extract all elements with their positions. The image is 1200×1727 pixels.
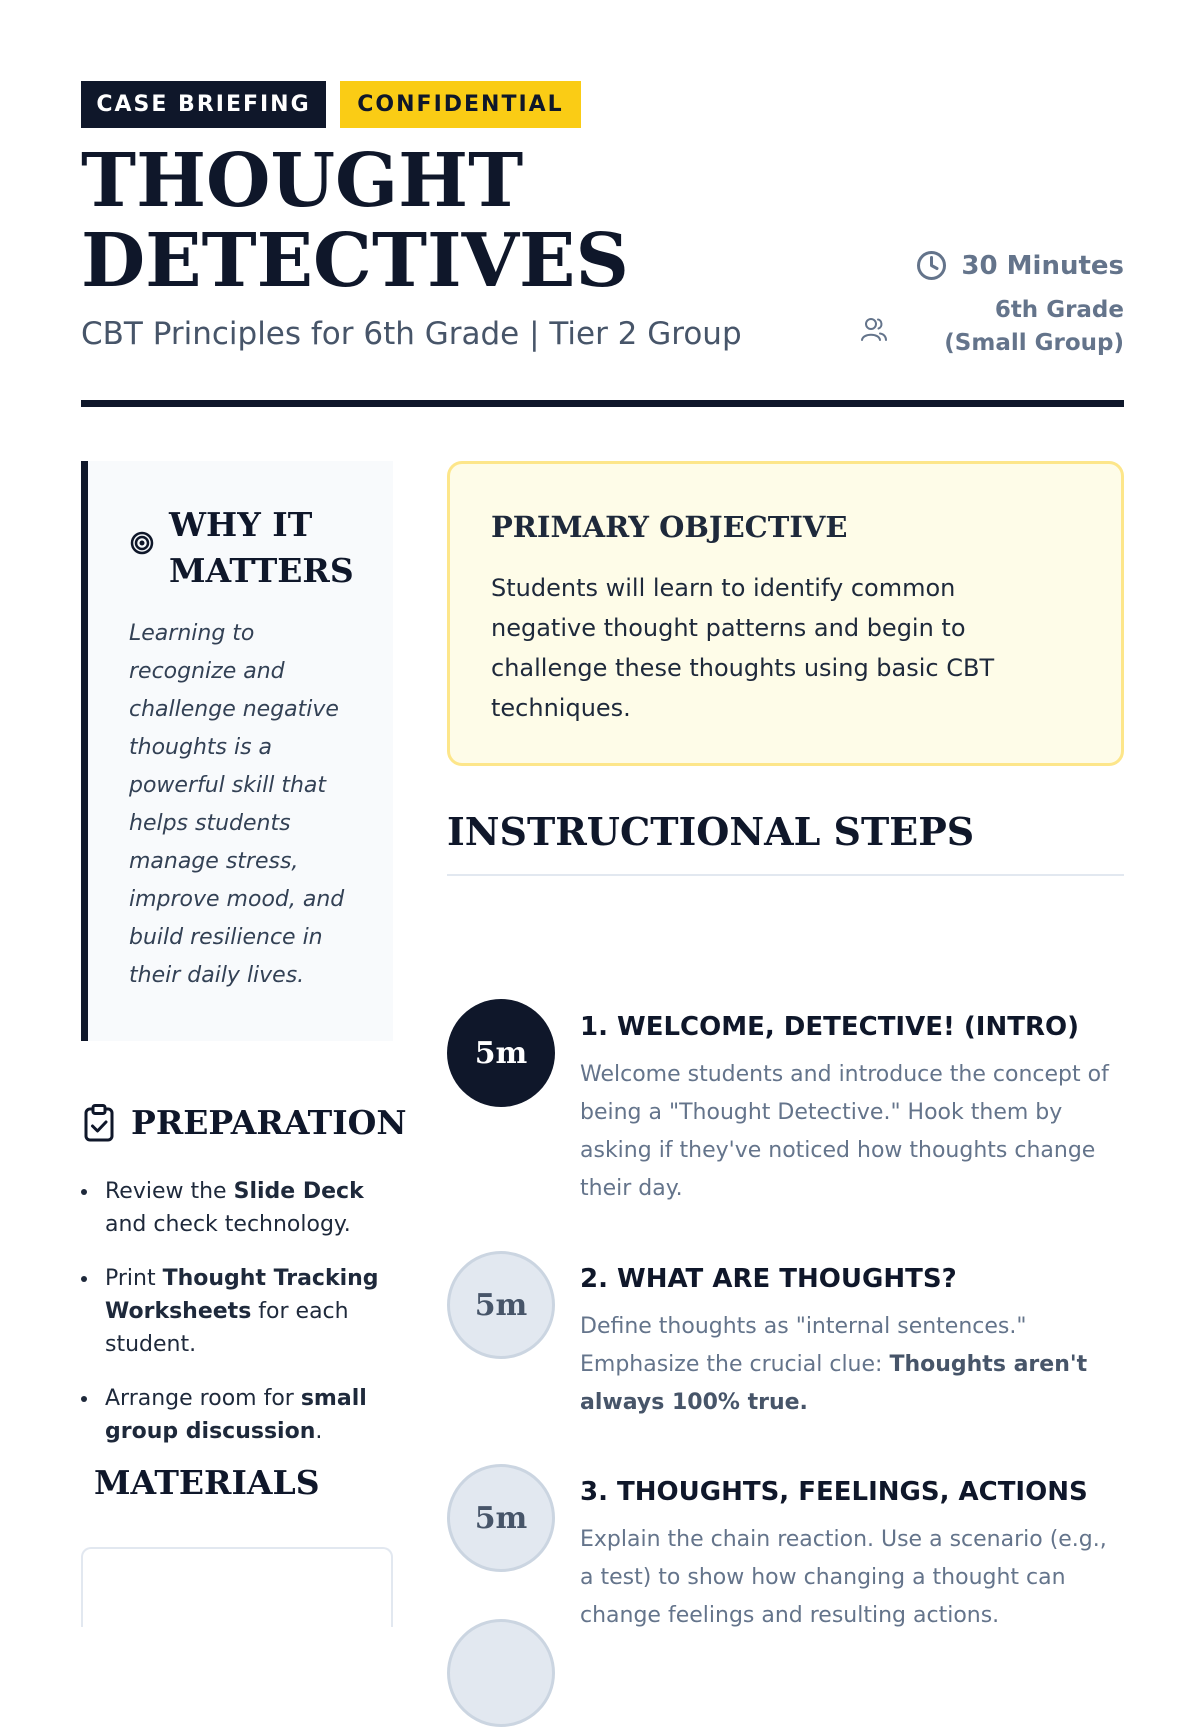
next-step-time-badge-partial (447, 1619, 555, 1727)
preparation-item-3-before: Arrange room for (105, 1386, 301, 1411)
case-briefing-badge: CASE BRIEFING (81, 81, 326, 128)
clipboard-check-icon (81, 1103, 117, 1143)
preparation-item-room (81, 1382, 381, 1448)
objective-text: Students will learn to identify common negative thought patterns and begin to challenge these thoughts using basic CBT techniques. (491, 574, 995, 722)
duration-text: 30 Minutes (961, 250, 1124, 281)
instructional-steps-divider (447, 874, 1124, 876)
materials-title: MATERIALS (94, 1463, 320, 1502)
lesson-sidebar (81, 461, 407, 1502)
step-2-description (580, 1308, 1110, 1422)
why-heading-row (129, 502, 359, 594)
preparation-item-1-before: Review the (105, 1179, 234, 1204)
step-2-description-emphasis: Thoughts aren't always 100% true. (580, 1352, 1088, 1415)
why-description: Learning to recognize and challenge negative thoughts is a powerful skill that helps students manage stress, improve mood, and build resilience in their daily lives. (129, 621, 345, 988)
step-1-title: 1. WELCOME, DETECTIVE! (INTRO) (580, 1012, 1079, 1042)
step-3-time-badge: 5m (447, 1464, 555, 1572)
preparation-item-worksheets (81, 1262, 381, 1361)
preparation-title: PREPARATION (131, 1103, 407, 1142)
preparation-list (81, 1175, 381, 1469)
preparation-item-3-bold: small group discussion (105, 1386, 367, 1444)
step-2-description-text: Define thoughts as "internal sentences." Emphasize the crucial clue: (580, 1314, 1027, 1377)
lesson-title (81, 138, 701, 304)
preparation-heading-row (81, 1101, 407, 1145)
duration-meta (915, 249, 1124, 282)
clock-icon (915, 249, 948, 282)
instructional-steps-title: INSTRUCTIONAL STEPS (447, 809, 975, 854)
step-2-time-badge: 5m (447, 1251, 555, 1359)
confidential-badge: CONFIDENTIAL (340, 81, 581, 128)
lesson-title-line-2: DETECTIVES (81, 218, 629, 304)
case-header (81, 81, 1124, 407)
preparation-item-2-before: Print (105, 1266, 163, 1291)
preparation-item-1-after: and check technology. (105, 1212, 351, 1237)
grade-text: 6th Grade (Small Group) (944, 297, 1124, 356)
briefing-badges (81, 81, 1124, 128)
preparation-item-2-after: for each student. (105, 1299, 349, 1357)
step-1-description: Welcome students and introduce the concept of being a "Thought Detective." Hook them by asking if they've noticed how thoughts change their day. (580, 1062, 1109, 1201)
why-it-matters-card (81, 461, 393, 1041)
objective-title: PRIMARY OBJECTIVE (491, 510, 848, 544)
lesson-title-line-1: THOUGHT (81, 138, 524, 224)
lesson-subtitle: CBT Principles for 6th Grade | Tier 2 Group (81, 316, 742, 352)
grade-meta (859, 294, 1124, 374)
primary-objective-card (447, 461, 1124, 766)
step-3-title: 3. THOUGHTS, FEELINGS, ACTIONS (580, 1477, 1088, 1507)
step-2-title: 2. WHAT ARE THOUGHTS? (580, 1264, 957, 1294)
materials-card (81, 1547, 393, 1627)
step-1-time-badge: 5m (447, 999, 555, 1107)
why-title: WHY IT MATTERS (169, 505, 354, 590)
preparation-item-3-after: . (315, 1419, 323, 1444)
target-icon (129, 530, 155, 556)
preparation-item-2-bold: Thought Tracking Worksheets (105, 1266, 379, 1324)
header-divider (81, 400, 1124, 407)
lesson-content (81, 461, 1124, 1628)
preparation-item-1-bold: Slide Deck (233, 1179, 364, 1204)
users-icon (859, 315, 889, 345)
lesson-plan-page (81, 81, 1124, 1628)
step-3-description: Explain the chain reaction. Use a scenario (e.g., a test) to show how changing a thought can change feelings and resulting actions. (580, 1527, 1107, 1628)
preparation-item-slide-deck (81, 1175, 381, 1241)
